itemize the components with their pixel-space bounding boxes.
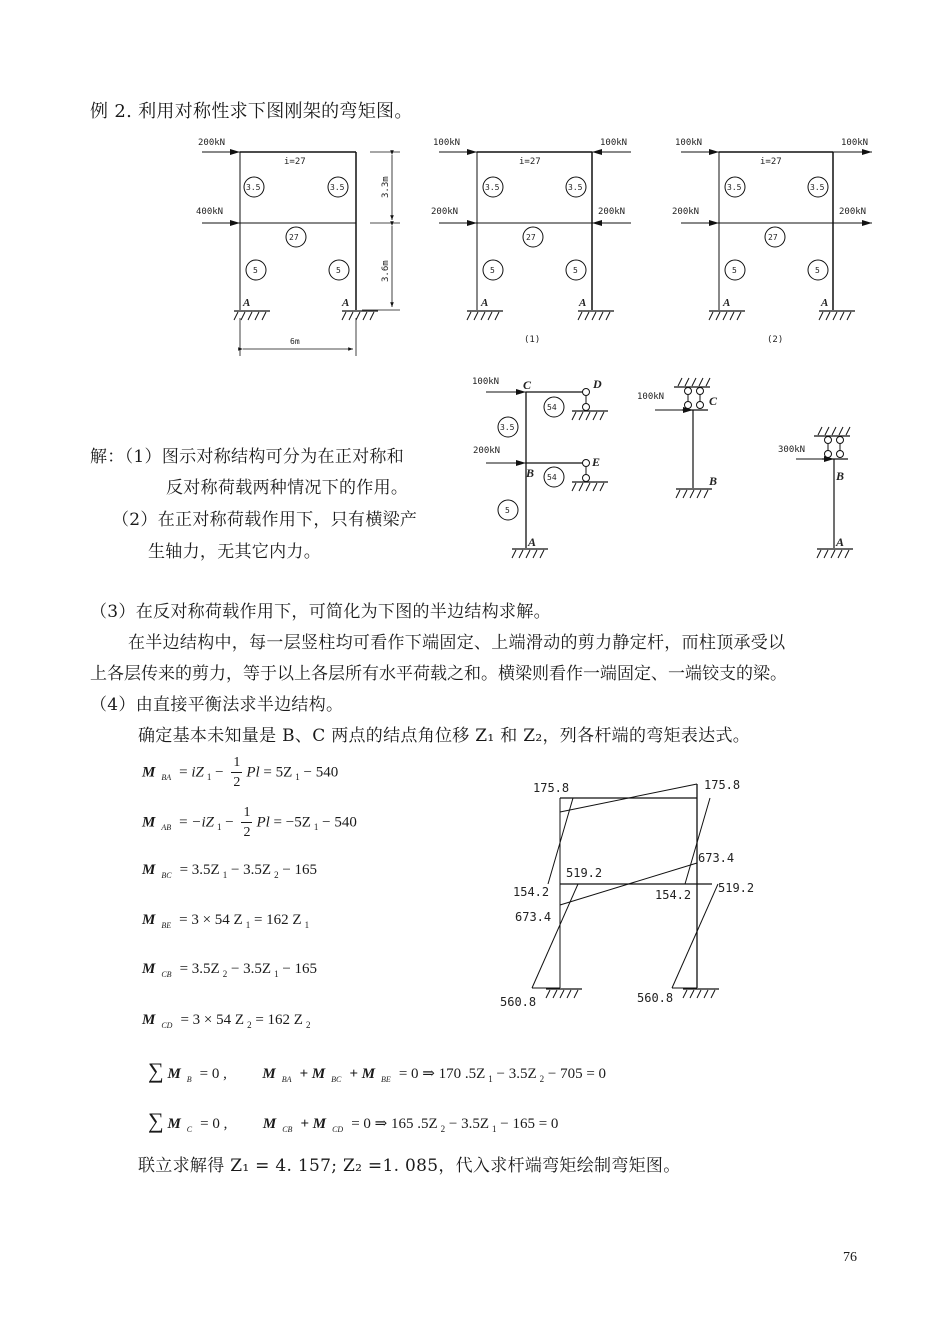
stiffness-circle: 3.5 — [500, 423, 515, 432]
subscript: 1 — [222, 870, 228, 880]
support-label: A — [723, 297, 731, 309]
moment-value: 560.8 — [500, 995, 537, 1009]
figure-caption: (1) — [524, 335, 541, 345]
term: = 3.5Z — [179, 862, 220, 878]
stiffness-circle: 5 — [253, 266, 258, 275]
moment-symbol: M — [142, 814, 156, 831]
load-label: 400kN — [196, 207, 224, 217]
equilibrium-node-b — [148, 1058, 606, 1084]
term: = 0 , — [199, 1066, 227, 1082]
load-label: 100kN — [433, 138, 461, 148]
stiffness-circle: 54 — [547, 403, 557, 412]
page-number: 76 — [843, 1250, 857, 1265]
moment-symbol: M — [142, 862, 156, 878]
load-label: 200kN — [198, 138, 226, 148]
load-label: 100kN — [841, 138, 869, 148]
subscript: 2 — [440, 1124, 446, 1134]
subscript: C — [186, 1125, 193, 1134]
term: − 3.5Z — [496, 1066, 537, 1082]
dimension-label: 6m — [290, 337, 300, 346]
solution-step2-line2: 生轴力，无其它内力。 — [148, 542, 321, 562]
example-title: 例 2. 利用对称性求下图刚架的弯矩图。 — [90, 101, 413, 122]
term: = 3 × 54 Z — [179, 912, 243, 928]
solution-step1-line2: 反对称荷载两种情况下的作用。 — [166, 478, 409, 498]
node-label: C — [523, 378, 532, 392]
node-label: D — [593, 377, 602, 391]
node-label: C — [709, 394, 718, 408]
node-label: E — [592, 455, 601, 469]
subscript: 1 — [245, 920, 251, 930]
term: − 540 — [322, 814, 357, 831]
fraction-denominator: 2 — [233, 775, 241, 790]
load-label: 200kN — [473, 446, 501, 456]
term: Pl — [246, 764, 260, 781]
equation-m-ab: M $_{AB}$ = −iZ $_1$ − $\frac{1}{2}$ Pl = −5Z $_1$ − 540 — [142, 805, 357, 840]
load-label: 100kN — [472, 377, 500, 387]
equation-m-bc — [142, 862, 317, 879]
subscript: 2 — [222, 969, 228, 979]
stiffness-circle: 3.5 — [810, 183, 825, 192]
moment-value: 673.4 — [698, 851, 735, 865]
stiffness-circle: 3.5 — [246, 183, 261, 192]
equation-m-ba: M $_{BA}$ = iZ $_1$ − $\frac{1}{2}$ Pl = 5Z $_1$ − 540 — [142, 755, 339, 790]
solution-step2-line1: （2）在正对称荷载作用下，只有横梁产 — [112, 510, 418, 530]
solution-result: 联立求解得 Z₁ = 4. 157; Z₂ =1. 085，代入求杆端弯矩绘制弯矩图。 — [138, 1156, 681, 1176]
moment-value: 519.2 — [566, 866, 603, 880]
subscript: 1 — [295, 772, 300, 783]
moment-symbol: M — [142, 912, 156, 928]
case1-frame — [431, 138, 631, 345]
term: = −5Z — [273, 814, 311, 831]
solution-step1-line1: 解：（1）图示对称结构可分为在正对称和 — [90, 447, 405, 467]
stiffness-circle: 5 — [505, 506, 510, 515]
subscript: BE — [161, 921, 172, 930]
term: − 165 — [282, 961, 318, 977]
term: = 0 ⇒ 170 .5Z — [398, 1066, 486, 1082]
equation-m-cd — [142, 1012, 310, 1029]
load-label: 300kN — [778, 445, 806, 455]
moment-symbol: M — [142, 764, 156, 781]
term: − 3.5Z — [230, 862, 272, 878]
subscript: 2 — [247, 1020, 252, 1030]
stiffness-circle: 27 — [768, 233, 778, 242]
half-structure-diagrams — [0, 370, 950, 570]
figure-caption: (2) — [767, 335, 784, 345]
subscript: CD — [161, 1021, 173, 1030]
bending-moment-diagram — [490, 770, 780, 1015]
moment-symbol: M — [142, 1012, 156, 1028]
node-label: B — [836, 469, 845, 483]
original-frame — [196, 138, 400, 356]
moment-value: 175.8 — [533, 781, 570, 795]
term: − 540 — [303, 764, 339, 781]
term: = 0 ⇒ 165 .5Z — [351, 1116, 438, 1132]
subscript: BC — [161, 871, 172, 880]
term: = 5Z — [263, 764, 293, 781]
support-label: A — [579, 297, 587, 309]
term: −iZ — [191, 814, 214, 831]
term: = 3 × 54 Z — [180, 1012, 245, 1028]
moment-value: 175.8 — [704, 778, 741, 792]
term: + M — [349, 1066, 376, 1082]
term: = 162 Z — [253, 912, 302, 928]
subscript: AB — [161, 823, 172, 833]
subscript: CD — [332, 1125, 344, 1134]
subscript: 1 — [206, 772, 212, 783]
stiffness-label: i=27 — [760, 157, 782, 167]
subscript: CB — [282, 1125, 293, 1134]
term: − 165 = 0 — [500, 1116, 559, 1132]
subscript: 2 — [305, 1020, 311, 1030]
subscript: BA — [161, 773, 172, 783]
stiffness-circle: 27 — [289, 233, 299, 242]
term: iZ — [191, 764, 204, 781]
support-label: A — [481, 297, 489, 309]
fraction-denominator: 2 — [243, 825, 251, 840]
support-label: A — [342, 297, 350, 309]
fraction-numerator: 1 — [231, 756, 242, 773]
moment-value: 154.2 — [655, 888, 692, 902]
paragraph-line2: 上各层传来的剪力，等于以上各层所有水平荷载之和。横梁则看作一端固定、一端铰支的梁。 — [90, 664, 787, 684]
equation-m-be — [142, 912, 309, 929]
load-label: 200kN — [672, 207, 700, 217]
stiffness-circle: 5 — [573, 266, 578, 275]
subscript: 2 — [539, 1074, 545, 1084]
subscript: B — [186, 1075, 192, 1084]
moment-symbol: M — [262, 1066, 276, 1082]
operator: − — [225, 814, 234, 831]
subscript: 1 — [216, 822, 222, 833]
fraction-numerator: 1 — [241, 806, 252, 823]
subscript: BA — [281, 1075, 292, 1084]
moment-value: 154.2 — [513, 885, 550, 899]
solution-step4: （4）由直接平衡法求半边结构。 — [90, 695, 344, 715]
subscript: BE — [381, 1075, 391, 1084]
shear-column-upper — [637, 378, 718, 498]
stiffness-circle: 5 — [815, 266, 820, 275]
stiffness-circle: 5 — [336, 266, 341, 275]
stiffness-circle: 3.5 — [485, 183, 500, 192]
fraction — [231, 756, 242, 790]
moment-value: 560.8 — [637, 991, 674, 1005]
term: Pl — [256, 814, 270, 831]
symmetric-frames-diagram — [0, 0, 950, 370]
moment-symbol: M — [167, 1066, 181, 1082]
subscript: 1 — [313, 822, 319, 833]
stiffness-label: i=27 — [284, 157, 306, 167]
operator: − — [215, 764, 224, 781]
load-label: 100kN — [675, 138, 703, 148]
term: − 705 = 0 — [547, 1066, 607, 1082]
stiffness-circle: 27 — [526, 233, 536, 242]
node-label: A — [836, 535, 845, 549]
moment-symbol: M — [167, 1116, 181, 1132]
subscript: BC — [331, 1075, 342, 1084]
stiffness-circle: 3.5 — [727, 183, 742, 192]
moment-symbol: M — [142, 961, 156, 977]
support-label: A — [243, 297, 251, 309]
solution-step3: （3）在反对称荷载作用下，可简化为下图的半边结构求解。 — [90, 602, 551, 622]
subscript: CB — [161, 970, 172, 979]
load-label: 100kN — [600, 138, 628, 148]
moment-value: 519.2 — [718, 881, 755, 895]
half-structure — [472, 377, 608, 558]
term: + M — [299, 1066, 326, 1082]
stiffness-circle: 5 — [490, 266, 495, 275]
unknowns-statement: 确定基本未知量是 B、C 两点的结点角位移 Z₁ 和 Z₂，列各杆端的弯矩表达式。 — [138, 726, 751, 746]
subscript: 1 — [304, 920, 310, 930]
subscript: 1 — [274, 969, 279, 979]
stiffness-label: i=27 — [519, 157, 541, 167]
fraction — [241, 806, 252, 840]
term: = 3.5Z — [179, 961, 220, 977]
stiffness-circle: 5 — [732, 266, 737, 275]
subscript: 2 — [274, 870, 279, 880]
load-label: 200kN — [839, 207, 867, 217]
stiffness-circle: 3.5 — [568, 183, 583, 192]
sigma-symbol: ∑ — [148, 1108, 164, 1133]
moment-symbol: M — [262, 1116, 277, 1132]
support-label: A — [821, 297, 829, 309]
load-label: 200kN — [431, 207, 459, 217]
term: + M — [300, 1116, 327, 1132]
case2-frame — [672, 138, 872, 345]
equilibrium-node-c — [148, 1108, 558, 1134]
subscript: 1 — [492, 1124, 497, 1134]
node-label: B — [709, 474, 718, 488]
node-label: A — [528, 535, 537, 549]
term: − 3.5Z — [448, 1116, 490, 1132]
equation-m-cb — [142, 961, 317, 978]
moment-value: 673.4 — [515, 910, 552, 924]
load-label: 200kN — [598, 207, 626, 217]
term: − 3.5Z — [230, 961, 272, 977]
paragraph-line1: 在半边结构中，每一层竖柱均可看作下端固定、上端滑动的剪力静定杆，而柱顶承受以 — [128, 633, 786, 653]
node-label: B — [526, 466, 535, 480]
dimension-label: 3.3m — [381, 176, 391, 198]
stiffness-circle: 54 — [547, 473, 557, 482]
dimension-label: 3.6m — [381, 260, 391, 282]
sigma-symbol: ∑ — [148, 1058, 164, 1083]
term: = 162 Z — [255, 1012, 303, 1028]
stiffness-circle: 3.5 — [330, 183, 345, 192]
term: − 165 — [282, 862, 318, 878]
shear-column-lower — [778, 427, 853, 558]
subscript: 1 — [488, 1074, 493, 1084]
load-label: 100kN — [637, 392, 665, 402]
term: = 0 , — [200, 1116, 228, 1132]
